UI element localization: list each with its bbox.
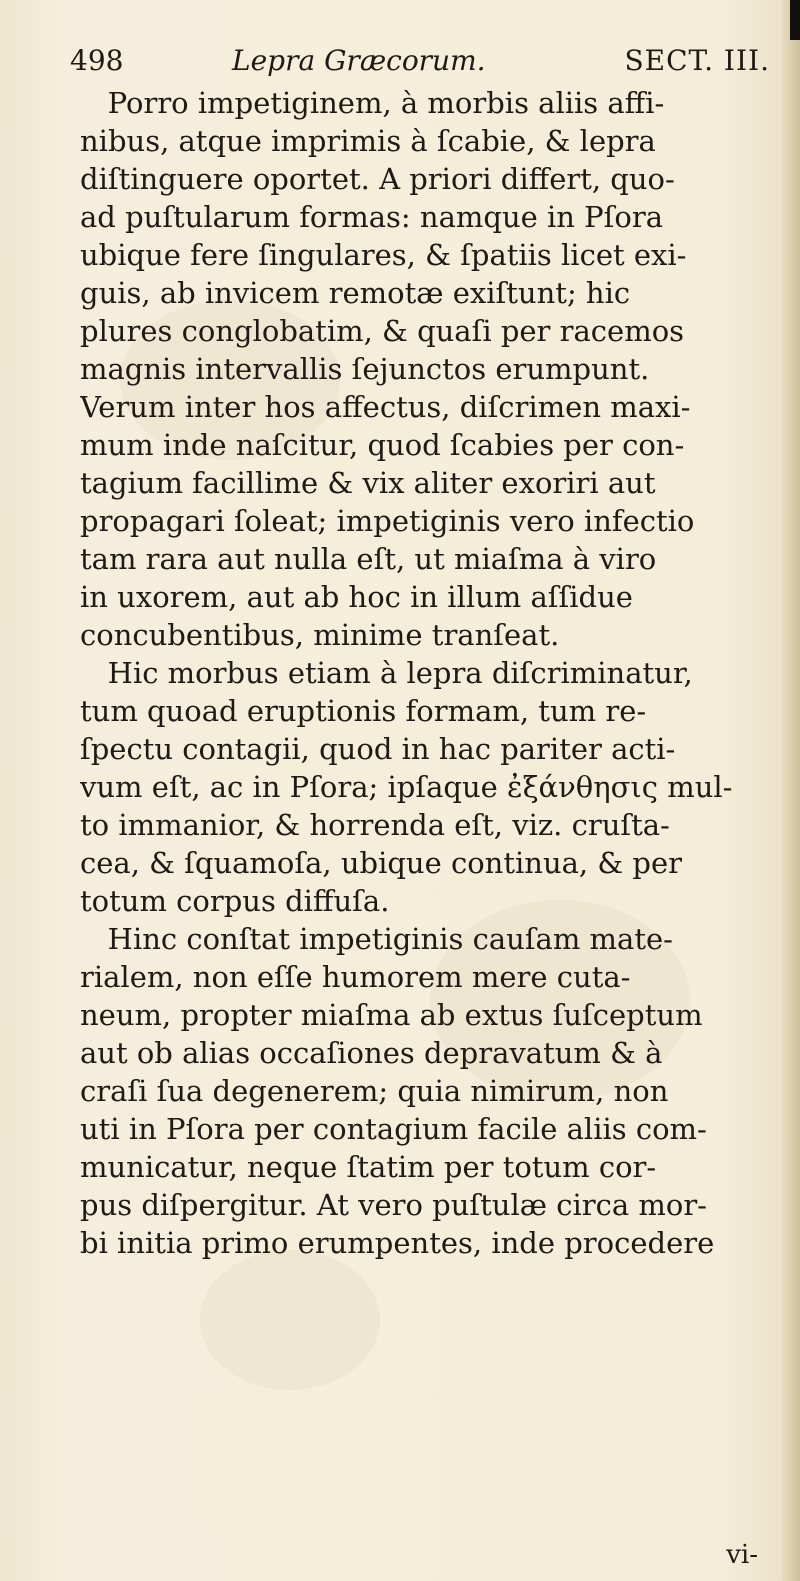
page-tear	[790, 0, 800, 40]
text-line: ubique fere ſingulares, & ſpatiis licet exi-	[80, 238, 687, 272]
text-line: plures conglobatim, & quaſi per racemos	[80, 314, 685, 348]
section-label: SECT. III.	[624, 44, 770, 77]
text-line: ſpectu contagii, quod in hac pariter acti-	[80, 732, 676, 766]
page-number: 498	[70, 44, 124, 77]
text-line: aut ob alias occaſiones depravatum & à	[80, 1036, 663, 1070]
text-line: concubentibus, minime tranſeat.	[80, 618, 560, 652]
running-header	[70, 40, 770, 84]
text-line: tam rara aut nulla eſt, ut miaſma à viro	[80, 542, 657, 576]
text-line: tum quoad eruptionis formam, tum re-	[80, 694, 647, 728]
text-line: nibus, atque imprimis à ſcabie, & lepra	[80, 124, 656, 158]
page-edge	[782, 0, 800, 1581]
text-line: mum inde naſcitur, quod ſcabies per con-	[80, 428, 685, 462]
text-line: cea, & ſquamoſa, ubique continua, & per	[80, 846, 682, 880]
text-line: to immanior, & horrenda eſt, viz. cruſta-	[80, 808, 670, 842]
catchword: vi-	[726, 1540, 758, 1570]
running-title: Lepra Græcorum.	[232, 44, 486, 77]
body-text	[80, 84, 770, 1262]
text-line: propagari ſoleat; impetiginis vero infectio	[80, 504, 695, 538]
text-line: uti in Pſora per contagium facile aliis com-	[80, 1112, 707, 1146]
text-line: in uxorem, aut ab hoc in illum aſſidue	[80, 580, 633, 614]
text-line: pus diſpergitur. At vero puſtulæ circa mor-	[80, 1188, 707, 1222]
text-line: totum corpus diffuſa.	[80, 884, 390, 918]
text-line: guis, ab invicem remotæ exiſtunt; hic	[80, 276, 631, 310]
text-line: bi initia primo erumpentes, inde procedere	[80, 1226, 715, 1260]
text-line: neum, propter miaſma ab extus ſuſceptum	[80, 998, 703, 1032]
text-line: tagium facillime & vix aliter exoriri aut	[80, 466, 656, 500]
text-line: diſtinguere oportet. A priori differt, quo-	[80, 162, 675, 196]
text-line: ad puſtularum formas: namque in Pſora	[80, 200, 664, 234]
text-line: vum eſt, ac in Pſora; ipſaque ἐξάνθησις mul-	[80, 770, 733, 804]
paper-stain	[200, 1250, 380, 1390]
text-line: Hinc conſtat impetiginis cauſam mate-	[80, 922, 673, 956]
text-line: municatur, neque ſtatim per totum cor-	[80, 1150, 657, 1184]
text-line: rialem, non eſſe humorem mere cuta-	[80, 960, 631, 994]
text-line: Hic morbus etiam à lepra diſcriminatur,	[80, 656, 693, 690]
text-line: Porro impetiginem, à morbis aliis affi-	[80, 86, 665, 120]
text-line: craſi ſua degenerem; quia nimirum, non	[80, 1074, 669, 1108]
text-line: magnis intervallis ſejunctos erumpunt.	[80, 352, 650, 386]
text-line: Verum inter hos affectus, diſcrimen maxi-	[80, 390, 691, 424]
